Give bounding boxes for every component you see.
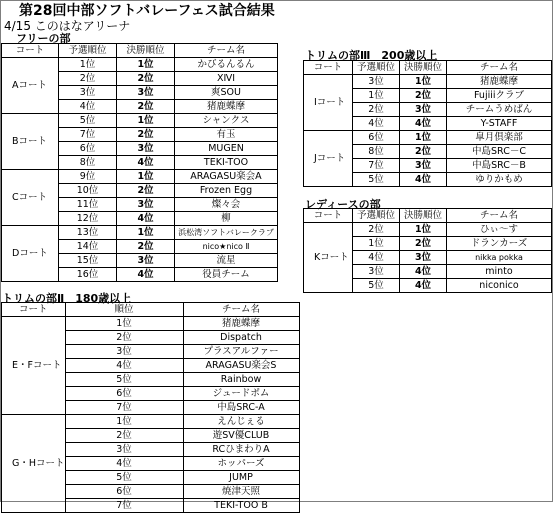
final-rank: 3位 <box>400 159 447 173</box>
court-name: Cコート <box>2 170 59 226</box>
preliminary-rank: 3位 <box>353 265 400 279</box>
column-header: 予選順位 <box>353 209 400 223</box>
final-rank: 1位 <box>117 58 175 72</box>
final-rank: 4位 <box>117 156 175 170</box>
final-rank: 2位 <box>117 240 175 254</box>
rank: 4位 <box>65 359 183 373</box>
rank: 3位 <box>65 345 183 359</box>
rank: 2位 <box>65 429 183 443</box>
table-row <box>304 131 552 145</box>
column-header: チーム名 <box>175 44 278 58</box>
column-header: 決勝順位 <box>400 209 447 223</box>
preliminary-rank: 10位 <box>59 184 117 198</box>
final-rank: 4位 <box>117 212 175 226</box>
team-name: ドランカーズ <box>447 237 552 251</box>
preliminary-rank: 2位 <box>353 103 400 117</box>
ladies-section-label: レディースの部 <box>305 198 381 211</box>
table-header-row <box>304 61 552 75</box>
final-rank: 4位 <box>400 117 447 131</box>
final-rank: 1位 <box>400 131 447 145</box>
final-rank: 1位 <box>117 114 175 128</box>
trim200-results-table <box>303 60 552 187</box>
column-header: 決勝順位 <box>117 44 175 58</box>
team-name: Fujiiiクラブ <box>447 89 552 103</box>
team-name: ARAGASU楽会A <box>175 170 278 184</box>
team-name: TEKI-TOO <box>175 156 278 170</box>
team-name: minto <box>447 265 552 279</box>
table-header-row <box>2 44 278 58</box>
preliminary-rank: 5位 <box>353 279 400 293</box>
team-name: 中島SRC－B <box>447 159 552 173</box>
team-name: ゆりかもめ <box>447 173 552 187</box>
team-name: niconico <box>447 279 552 293</box>
team-name: かびるんるん <box>175 58 278 72</box>
column-header: 順位 <box>65 303 183 317</box>
rank: 5位 <box>65 471 183 485</box>
team-name: 中島SRC－C <box>447 145 552 159</box>
team-name: 柳 <box>175 212 278 226</box>
preliminary-rank: 5位 <box>353 173 400 187</box>
table-row <box>2 226 278 240</box>
preliminary-rank: 7位 <box>59 128 117 142</box>
team-name: 爽SOU <box>175 86 278 100</box>
court-name: G・Hコート <box>2 415 66 513</box>
preliminary-rank: 4位 <box>59 100 117 114</box>
column-header: 決勝順位 <box>400 61 447 75</box>
preliminary-rank: 2位 <box>59 72 117 86</box>
rank: 2位 <box>65 331 183 345</box>
page-subtitle: 4/15 このはなアリーナ <box>4 19 131 33</box>
preliminary-rank: 14位 <box>59 240 117 254</box>
final-rank: 1位 <box>117 226 175 240</box>
table-row <box>304 75 552 89</box>
team-name: シャンクス <box>175 114 278 128</box>
preliminary-rank: 4位 <box>353 117 400 131</box>
preliminary-rank: 13位 <box>59 226 117 240</box>
team-name: 有玉 <box>175 128 278 142</box>
final-rank: 1位 <box>400 75 447 89</box>
rank: 5位 <box>65 373 183 387</box>
column-header: コート <box>2 303 66 317</box>
ladies-results-table <box>303 208 552 293</box>
court-name: Jコート <box>304 131 353 187</box>
team-name: TEKI-TOO B <box>183 499 299 513</box>
team-name: 遊SV優CLUB <box>183 429 299 443</box>
final-rank: 2位 <box>117 128 175 142</box>
team-name: ⅩⅣⅠ <box>175 72 278 86</box>
final-rank: 1位 <box>400 223 447 237</box>
court-name: E・Fコート <box>2 317 66 415</box>
team-name: ホッパーズ <box>183 457 299 471</box>
team-name: 浜松湾ソフトバレークラブ <box>175 226 278 240</box>
column-header: 予選順位 <box>59 44 117 58</box>
final-rank: 4位 <box>400 173 447 187</box>
preliminary-rank: 6位 <box>59 142 117 156</box>
team-name: 猪鹿蝶摩 <box>183 317 299 331</box>
rank: 6位 <box>65 485 183 499</box>
team-name: 中島SRC-A <box>183 401 299 415</box>
team-name: RCひまわりA <box>183 443 299 457</box>
final-rank: 2位 <box>117 184 175 198</box>
table-row <box>2 317 300 331</box>
column-header: チーム名 <box>183 303 299 317</box>
final-rank: 2位 <box>117 100 175 114</box>
team-name: 猪鹿蝶摩 <box>447 75 552 89</box>
final-rank: 3位 <box>117 142 175 156</box>
column-header: コート <box>304 209 353 223</box>
preliminary-rank: 5位 <box>59 114 117 128</box>
team-name: JUMP <box>183 471 299 485</box>
team-name: Y-STAFF <box>447 117 552 131</box>
preliminary-rank: 1位 <box>353 237 400 251</box>
team-name: Rainbow <box>183 373 299 387</box>
column-header: 予選順位 <box>353 61 400 75</box>
preliminary-rank: 6位 <box>353 131 400 145</box>
preliminary-rank: 12位 <box>59 212 117 226</box>
final-rank: 3位 <box>400 103 447 117</box>
court-name: Bコート <box>2 114 59 170</box>
team-name: プラスアルファー <box>183 345 299 359</box>
preliminary-rank: 3位 <box>353 75 400 89</box>
team-name: 燦々会 <box>175 198 278 212</box>
table-row <box>2 114 278 128</box>
preliminary-rank: 1位 <box>59 58 117 72</box>
final-rank: 3位 <box>117 254 175 268</box>
team-name: nikka pokka <box>447 251 552 265</box>
court-name: Kコート <box>304 223 353 293</box>
final-rank: 2位 <box>400 89 447 103</box>
team-name: 流星 <box>175 254 278 268</box>
final-rank: 1位 <box>117 170 175 184</box>
team-name: Frozen Egg <box>175 184 278 198</box>
table-header-row <box>2 303 300 317</box>
final-rank: 2位 <box>400 237 447 251</box>
preliminary-rank: 8位 <box>353 145 400 159</box>
free-results-table <box>1 43 278 282</box>
preliminary-rank: 7位 <box>353 159 400 173</box>
final-rank: 4位 <box>400 279 447 293</box>
trim200-section-label: トリムの部Ⅲ 200歳以上 <box>305 49 438 62</box>
column-header: チーム名 <box>447 61 552 75</box>
table-row <box>2 58 278 72</box>
rank: 6位 <box>65 387 183 401</box>
page-title: 第28回中部ソフトバレーフェス試合結果 <box>19 3 275 19</box>
column-header: コート <box>2 44 59 58</box>
table-header-row <box>304 209 552 223</box>
table-row <box>2 170 278 184</box>
trim180-section-label: トリムの部Ⅱ 180歳以上 <box>2 292 132 305</box>
final-rank: 4位 <box>400 265 447 279</box>
preliminary-rank: 1位 <box>353 89 400 103</box>
rank: 1位 <box>65 415 183 429</box>
team-name: 皐月倶楽部 <box>447 131 552 145</box>
team-name: ARAGASU楽会S <box>183 359 299 373</box>
table-row <box>2 415 300 429</box>
preliminary-rank: 2位 <box>353 223 400 237</box>
preliminary-rank: 16位 <box>59 268 117 282</box>
preliminary-rank: 9位 <box>59 170 117 184</box>
court-name: Dコート <box>2 226 59 282</box>
preliminary-rank: 8位 <box>59 156 117 170</box>
team-name: MUGEN <box>175 142 278 156</box>
court-name: Iコート <box>304 75 353 131</box>
table-row <box>304 223 552 237</box>
final-rank: 4位 <box>117 268 175 282</box>
final-rank: 3位 <box>117 86 175 100</box>
court-name: Aコート <box>2 58 59 114</box>
free-section-label: フリーの部 <box>16 32 71 45</box>
final-rank: 3位 <box>117 198 175 212</box>
team-name: チームうめばん <box>447 103 552 117</box>
final-rank: 2位 <box>400 145 447 159</box>
team-name: 役員チーム <box>175 268 278 282</box>
team-name: 猪鹿蝶摩 <box>175 100 278 114</box>
trim180-results-table <box>1 302 300 513</box>
final-rank: 3位 <box>400 251 447 265</box>
final-rank: 2位 <box>117 72 175 86</box>
team-name: nico★nico Ⅱ <box>175 240 278 254</box>
rank: 1位 <box>65 317 183 331</box>
team-name: えんじぇる <box>183 415 299 429</box>
column-header: コート <box>304 61 353 75</box>
preliminary-rank: 15位 <box>59 254 117 268</box>
team-name: 焼津天照 <box>183 485 299 499</box>
rank: 4位 <box>65 457 183 471</box>
preliminary-rank: 4位 <box>353 251 400 265</box>
rank: 7位 <box>65 401 183 415</box>
team-name: Dispatch <box>183 331 299 345</box>
team-name: ひぃ～す <box>447 223 552 237</box>
rank: 3位 <box>65 443 183 457</box>
rank: 7位 <box>65 499 183 513</box>
column-header: チーム名 <box>447 209 552 223</box>
preliminary-rank: 11位 <box>59 198 117 212</box>
team-name: ジュードボム <box>183 387 299 401</box>
preliminary-rank: 3位 <box>59 86 117 100</box>
